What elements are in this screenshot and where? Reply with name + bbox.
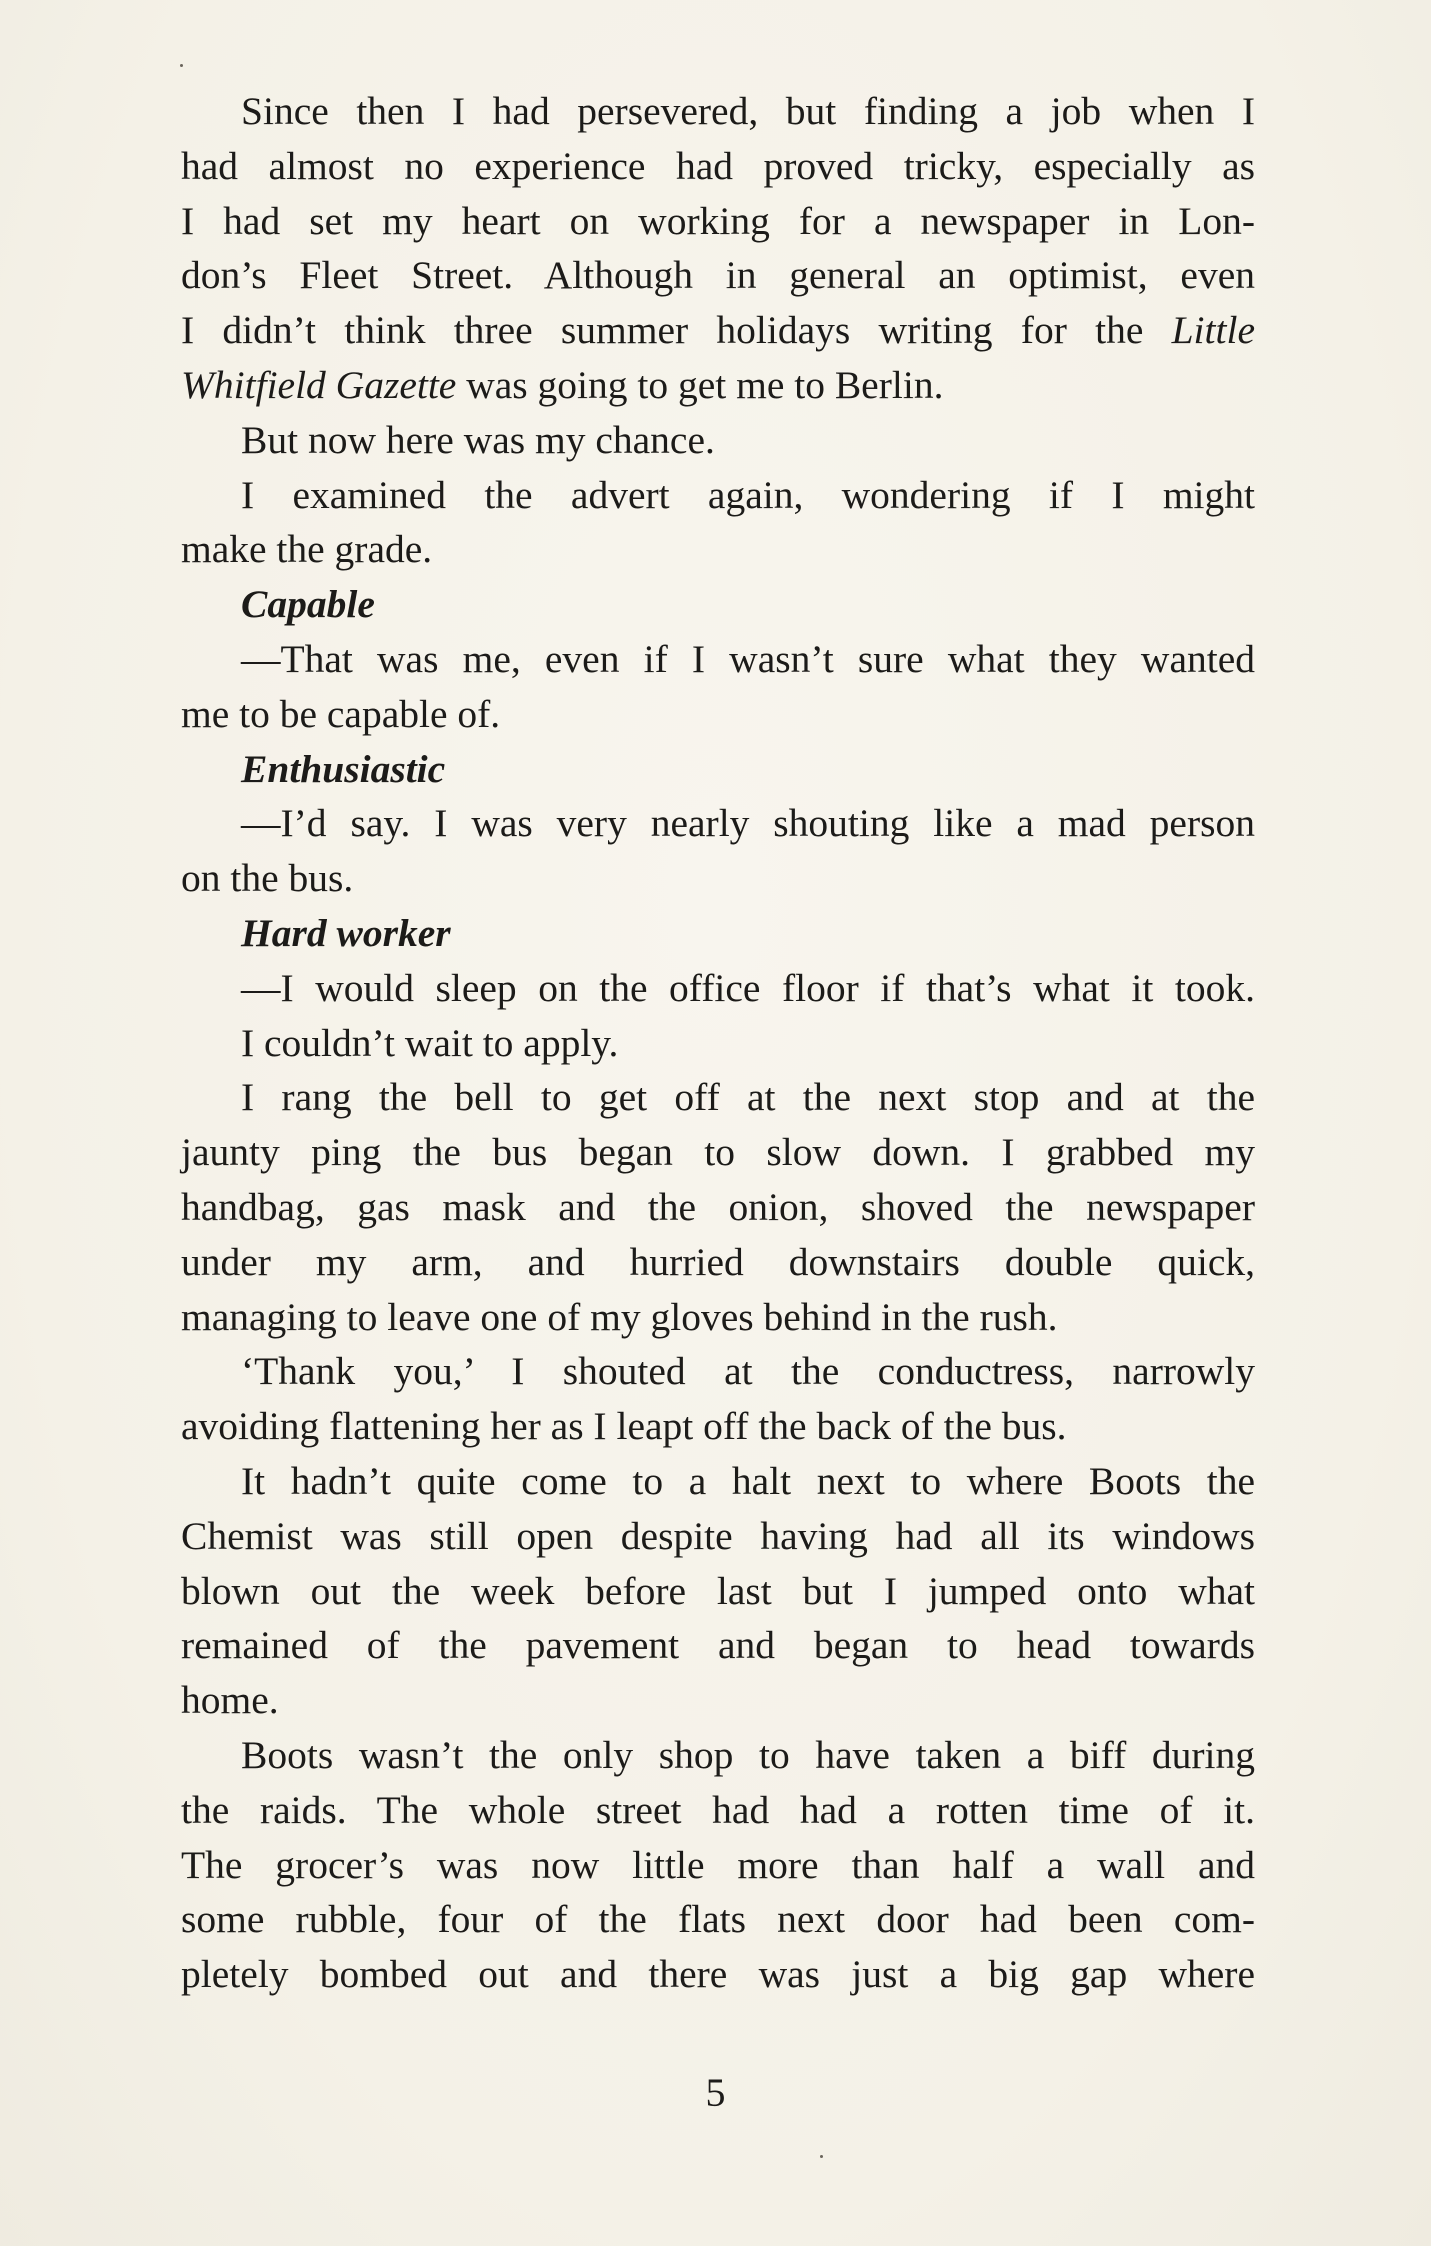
text-line — [181, 248, 1255, 303]
text-segment: Boots wasn’t the only shop to have taken a biff during — [241, 1732, 1255, 1777]
text-segment: Chemist was still open despite having had all its windows — [181, 1513, 1255, 1558]
text-line — [181, 1125, 1255, 1180]
text-line — [181, 84, 1255, 139]
text-segment: I had set my heart on working for a newspaper in Lon- — [181, 198, 1255, 243]
section-heading — [181, 906, 1255, 961]
text-segment: me to be capable of. — [181, 691, 501, 736]
text-line — [181, 1016, 1255, 1071]
page-number: 5 — [705, 2070, 726, 2115]
text-segment: But now here was my chance. — [241, 417, 715, 462]
text-segment: remained of the pavement and began to head towards — [181, 1623, 1255, 1668]
text-segment: I rang the bell to get off at the next stop and at the — [241, 1075, 1255, 1120]
text-segment: blown out the week before last but I jumped onto what — [181, 1568, 1255, 1613]
text-segment: The grocer’s was now little more than half a wall and — [181, 1842, 1255, 1887]
paper-speck — [820, 2155, 823, 2158]
text-line — [181, 1454, 1255, 1509]
text-line — [181, 358, 1255, 413]
text-line — [181, 1344, 1255, 1399]
text-line — [181, 632, 1255, 687]
italic-text: Little — [1171, 308, 1255, 353]
text-line — [181, 413, 1255, 468]
text-segment: on the bus. — [181, 856, 354, 901]
text-line — [181, 687, 1255, 742]
text-line — [181, 1783, 1255, 1838]
text-segment: pletely bombed out and there was just a big gap where — [181, 1952, 1255, 1997]
section-heading — [181, 742, 1255, 797]
text-segment: Hard worker — [241, 910, 451, 955]
text-segment: I examined the advert again, wondering if I might — [241, 472, 1255, 517]
text-segment: don’s Fleet Street. Although in general an optimist, even — [181, 253, 1255, 298]
text-segment: had almost no experience had proved tricky, especially as — [181, 143, 1255, 188]
text-line — [181, 961, 1255, 1016]
text-segment: Enthusiastic — [241, 746, 446, 791]
text-line — [181, 1564, 1255, 1619]
text-line — [181, 1618, 1255, 1673]
text-segment: Capable — [241, 582, 375, 627]
text-line — [181, 139, 1255, 194]
text-segment: the raids. The whole street had had a rotten time of it. — [181, 1787, 1255, 1832]
text-line — [181, 1838, 1255, 1893]
text-line — [181, 1399, 1255, 1454]
text-segment: Since then I had persevered, but finding a job when I — [241, 89, 1255, 133]
text-segment: It hadn’t quite come to a halt next to where Boots the — [241, 1458, 1255, 1503]
text-segment: ‘Thank you,’ I shouted at the conductress, narrowly — [241, 1349, 1255, 1394]
text-segment: —I’d say. I was very nearly shouting like a mad person — [241, 801, 1255, 846]
body-text — [181, 84, 1255, 2002]
text-line — [181, 194, 1255, 249]
italic-text: Whitfield Gazette — [181, 362, 457, 407]
text-line — [181, 522, 1255, 577]
text-segment: under my arm, and hurried downstairs double quick, — [181, 1239, 1255, 1284]
text-line — [181, 1673, 1255, 1728]
text-segment: handbag, gas mask and the onion, shoved the newspaper — [181, 1184, 1255, 1229]
text-segment: —I would sleep on the office floor if that’s what it took. — [241, 965, 1255, 1010]
text-segment: home. — [181, 1678, 279, 1723]
text-segment: managing to leave one of my gloves behind in the rush. — [181, 1294, 1058, 1339]
text-line — [181, 1235, 1255, 1290]
text-segment: was going to get me to Berlin. — [456, 362, 944, 407]
text-segment: make the grade. — [181, 527, 433, 572]
paper-speck — [180, 64, 183, 67]
text-segment: I couldn’t wait to apply. — [241, 1020, 619, 1065]
text-line — [181, 1180, 1255, 1235]
text-line — [181, 303, 1255, 358]
section-heading — [181, 577, 1255, 632]
text-line — [181, 1070, 1255, 1125]
text-segment: avoiding flattening her as I leapt off the back of the bus. — [181, 1404, 1067, 1449]
text-segment: some rubble, four of the flats next door had been com- — [181, 1897, 1255, 1942]
text-line — [181, 1290, 1255, 1345]
text-line — [181, 1892, 1255, 1947]
text-line — [181, 796, 1255, 851]
text-line — [181, 468, 1255, 523]
text-line — [181, 1728, 1255, 1783]
text-line — [181, 1509, 1255, 1564]
text-segment: —That was me, even if I wasn’t sure what they wanted — [241, 636, 1255, 681]
text-segment: jaunty ping the bus began to slow down. I grabbed my — [181, 1130, 1255, 1175]
text-segment: I didn’t think three summer holidays writing for the — [181, 308, 1172, 353]
text-line — [181, 851, 1255, 906]
text-line — [181, 1947, 1255, 2002]
